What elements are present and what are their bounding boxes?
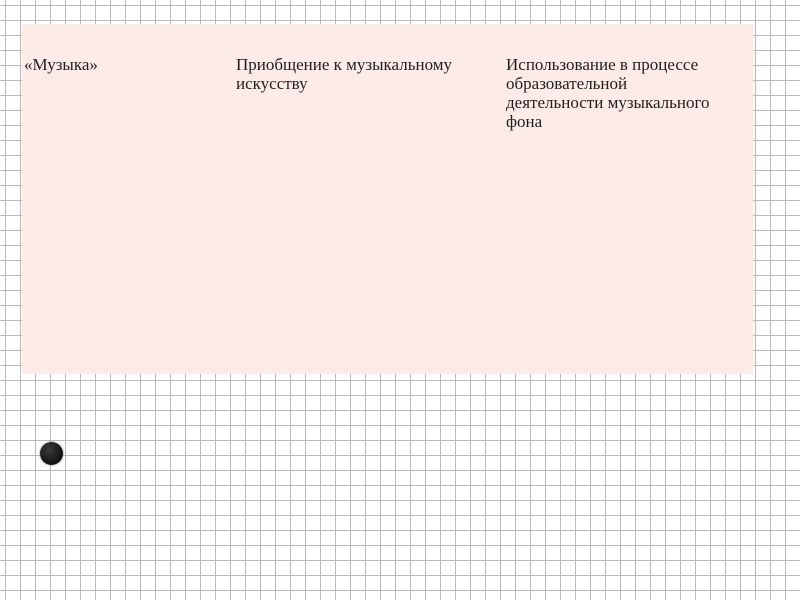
table-cell-usage: Использование в процессе образовательной деятельности музыкального фона (506, 55, 710, 131)
bullet-dot-icon (40, 442, 63, 465)
content-table (22, 24, 753, 374)
table-cell-subject: «Музыка» (24, 55, 98, 74)
table-cell-goal: Приобщение к музыкальному искусству (236, 55, 453, 93)
